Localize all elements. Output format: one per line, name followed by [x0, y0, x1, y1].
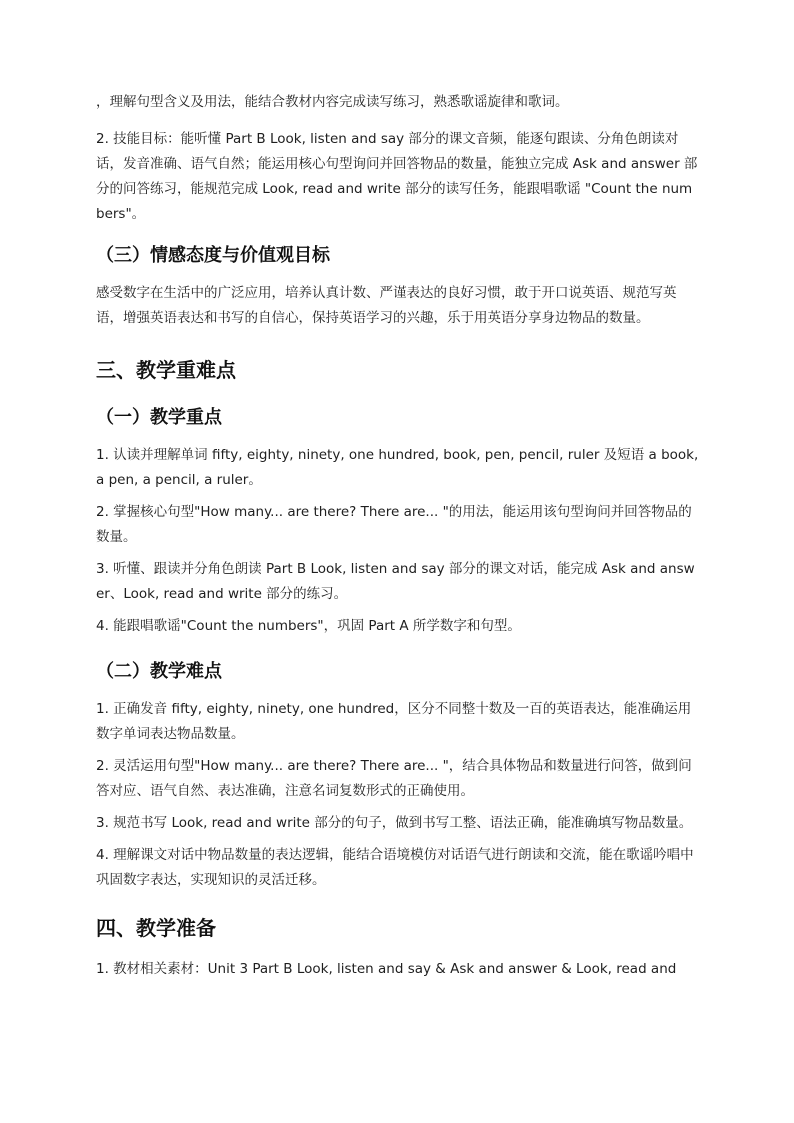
list-item-difficulty-1: 1. 正确发音 fifty, eighty, ninety, one hundred，区分不同整十数及一百的英语表达，能准确运用数字单词表达物品数量。 [96, 701, 692, 742]
list-item-difficulty-4: 4. 理解课文对话中物品数量的表达逻辑，能结合语境模仿对话语气进行朗读和交流，能在歌谣吟唱中巩固数字表达，实现知识的灵活迁移。 [96, 847, 694, 888]
heading-key-points: （一）教学重点 [96, 407, 222, 428]
list-item-key-point-4: 4. 能跟唱歌谣"Count the numbers"，巩固 Part A 所学数字和句型。 [96, 618, 521, 634]
heading-emotion-goal: （三）情感态度与价值观目标 [96, 245, 330, 266]
list-item-key-point-3: 3. 听懂、跟读并分角色朗读 Part B Look, listen and say 部分的课文对话，能完成 Ask and answer、Look, read and write 部分的练习。 [96, 561, 695, 602]
heading-section-4: 四、教学准备 [96, 916, 216, 940]
list-item-key-point-1: 1. 认读并理解单词 fifty, eighty, ninety, one hundred, book, pen, pencil, ruler 及短语 a book, a pen, a pencil, a ruler。 [96, 447, 699, 488]
list-item-key-point-2: 2. 掌握核心句型"How many... are there? There are... "的用法，能运用该句型询问并回答物品的数量。 [96, 504, 692, 545]
paragraph-emotion-goal: 感受数字在生活中的广泛应用，培养认真计数、严谨表达的良好习惯，敢于开口说英语、规范写英语，增强英语表达和书写的自信心，保持英语学习的兴趣，乐于用英语分享身边物品的数量。 [96, 285, 677, 326]
paragraph-skill-goal: 2. 技能目标：能听懂 Part B Look, listen and say 部分的课文音频，能逐句跟读、分角色朗读对话，发音准确、语气自然；能运用核心句型询问并回答物品的数量，能独立完成 Ask and answer 部分的问答练习，能规范完成 Look, read and write 部分的读写任务，能跟唱歌谣 "Count the numbers"。 [96, 131, 698, 222]
list-item-difficulty-3: 3. 规范书写 Look, read and write 部分的句子，做到书写工整、语法正确，能准确填写物品数量。 [96, 815, 693, 831]
heading-difficulties: （二）教学难点 [96, 661, 222, 682]
list-item-preparation-1: 1. 教材相关素材：Unit 3 Part B Look, listen and say & Ask and answer & Look, read and [96, 961, 677, 977]
list-item-difficulty-2: 2. 灵活运用句型"How many... are there? There are... "，结合具体物品和数量进行问答，做到问答对应、语气自然、表达准确，注意名词复数形式的正确使用。 [96, 758, 692, 799]
heading-section-3: 三、教学重难点 [96, 358, 236, 382]
paragraph-intro-fragment: ，理解句型含义及用法，能结合教材内容完成读写练习，熟悉歌谣旋律和歌词。 [96, 94, 569, 110]
document-body [96, 90, 700, 982]
